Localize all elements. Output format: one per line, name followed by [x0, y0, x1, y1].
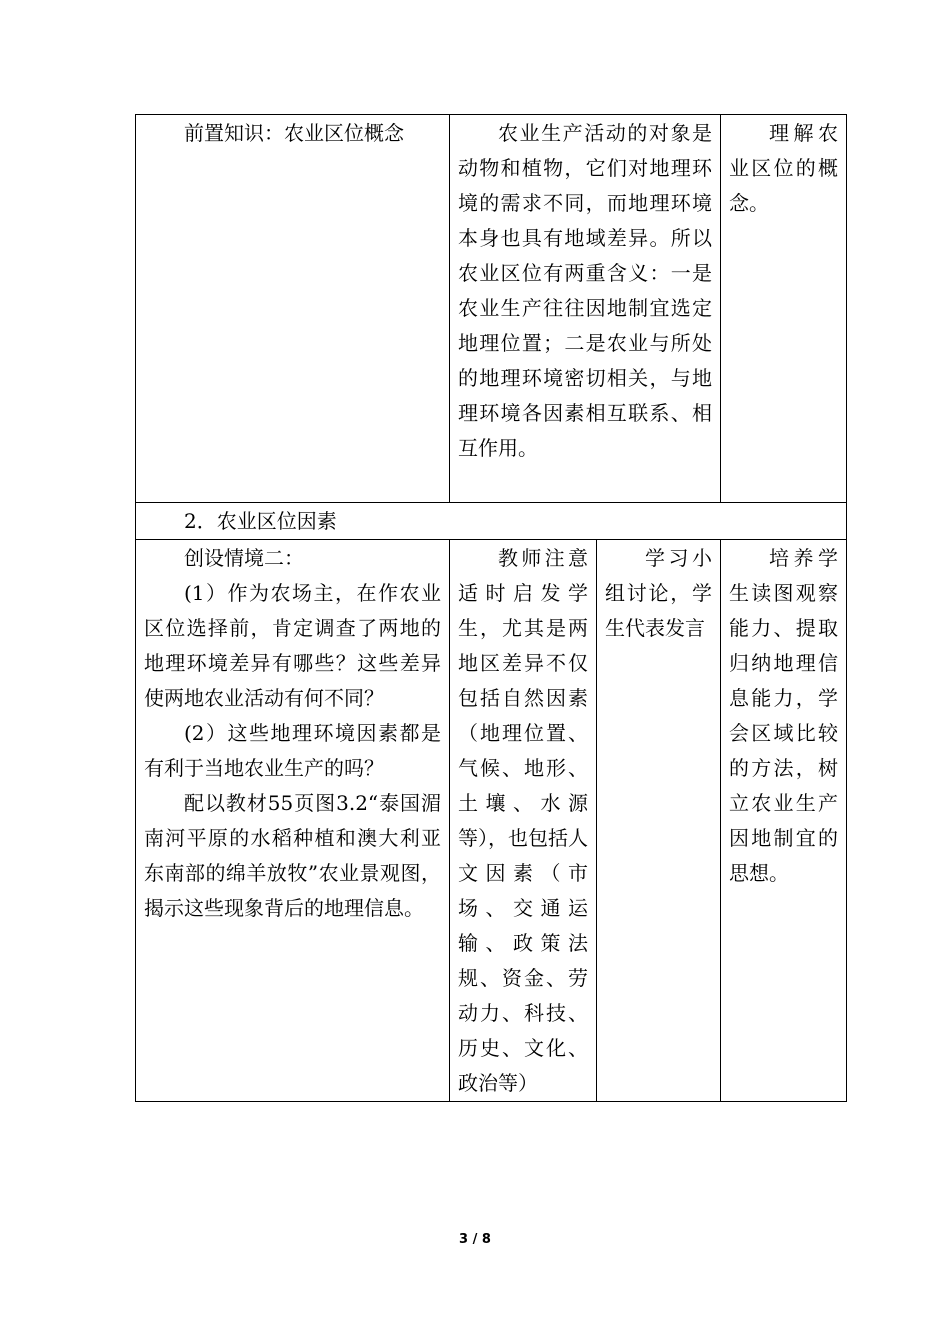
- lesson-plan-table: [135, 114, 847, 1102]
- section-heading: 2．农业区位因素: [184, 509, 337, 533]
- table-row: [136, 540, 847, 1102]
- purpose-cell: [721, 115, 847, 503]
- scenario-title: 创设情境二：: [184, 546, 304, 570]
- table-row: [136, 115, 847, 503]
- content-cell: [136, 540, 450, 1102]
- student-activity-text: 学习小组讨论，学生代表发言: [605, 546, 712, 640]
- purpose-text: 理解农业区位的概念。: [729, 121, 838, 215]
- table-row: [136, 503, 847, 540]
- page-number: 3 / 8: [459, 1232, 491, 1247]
- teacher-activity-cell: [450, 540, 597, 1102]
- scenario-material: 配以教材55页图3.2“泰国湄南河平原的水稻种植和澳大利亚东南部的绵羊放牧”农业景观图，揭示这些现象背后的地理信息。: [144, 791, 441, 920]
- scenario-question-2: (2）这些地理环境因素都是有利于当地农业生产的吗？: [144, 721, 441, 780]
- scenario-question-1: (1）作为农场主，在作农业区位选择前，肯定调查了两地的地理环境差异有哪些？这些差异使两地农业活动有何不同？: [144, 581, 441, 710]
- purpose-cell: [721, 540, 847, 1102]
- teacher-activity-cell: [450, 115, 721, 503]
- teacher-activity-text: 教师注意适时启发学生，尤其是两地区差异不仅包括自然因素（地理位置、气候、地形、土壤、水源等），也包括人文因素（市场、交通运输、政策法规、资金、劳动力、科技、历史、文化、政治等）: [458, 546, 588, 1095]
- content-cell: [136, 115, 450, 503]
- section-heading-cell: [136, 503, 847, 540]
- purpose-text: 培养学生读图观察能力、提取归纳地理信息能力，学会区域比较的方法，树立农业生产因地制宜的思想。: [729, 546, 838, 885]
- content-text: 前置知识：农业区位概念: [184, 121, 404, 145]
- student-activity-cell: [597, 540, 721, 1102]
- teacher-activity-text: 农业生产活动的对象是动物和植物，它们对地理环境的需求不同，而地理环境本身也具有地域差异。所以农业区位有两重含义：一是农业生产往往因地制宜选定地理位置；二是农业与所处的地理环境密切相关，与地理环境各因素相互联系、相互作用。: [458, 121, 712, 460]
